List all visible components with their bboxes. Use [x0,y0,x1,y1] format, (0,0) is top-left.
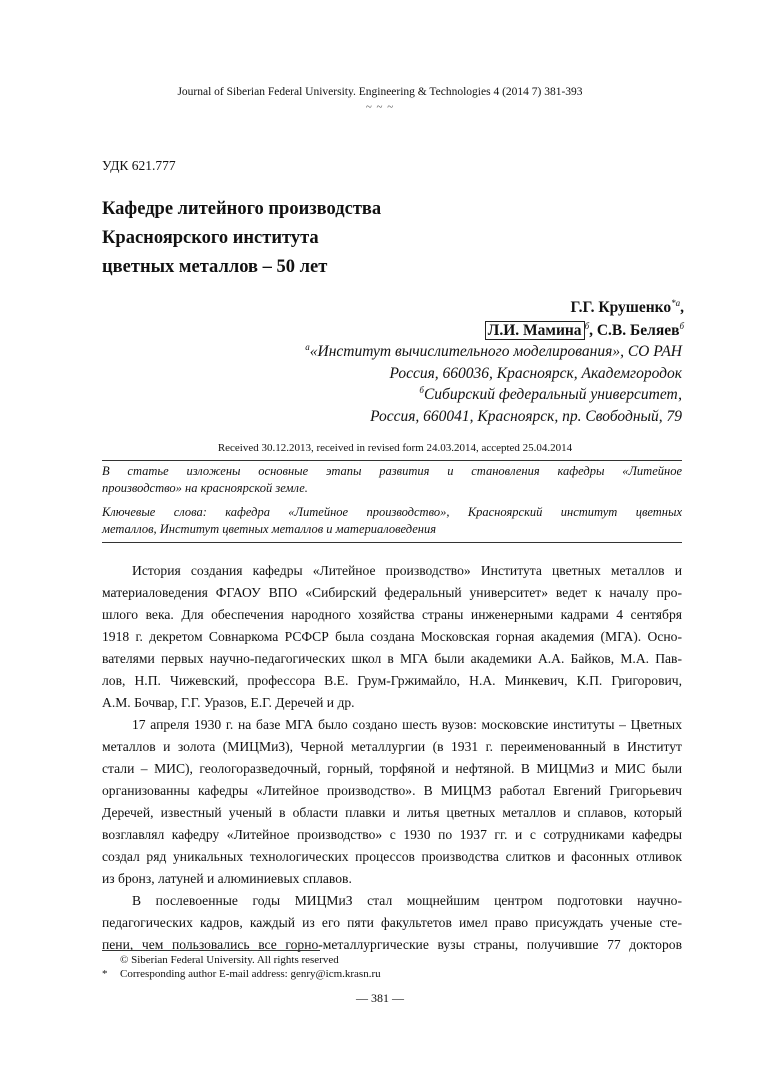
article-body [102,560,682,956]
body-line: 1918 г. декретом Совнаркома РСФСР была создана Московская горная академия (МГА). Осно- [102,629,682,644]
footnote-corresponding [102,967,381,981]
abstract-line: производство» на красноярской земле. [102,481,308,495]
body-line: 17 апреля 1930 г. на базе МГА было создано шесть вузов: московские институты – Цветных [132,717,682,732]
title-line: Красноярского института [102,228,319,248]
body-line: шлого века. Для обеспечения народного хозяйства страны инженерными кадрами 4 сентября [102,607,682,622]
author-superscript: б [584,320,590,331]
affiliation-line: $^б$Сибирский федеральный университет, [419,384,682,403]
affiliation-superscript: б [419,384,424,395]
body-line: В послевоенные годы МИЦМиЗ стал мощнейшим центром подготовки научно- [132,893,682,908]
author-name-boxed: Л.И. Мамина [485,321,585,340]
affiliation-line: Россия, 660041, Красноярск, пр. Свободный, 79 [370,407,682,425]
received-dates: Received 30.12.2013, received in revised form 24.03.2014, accepted 25.04.2014 [217,442,573,454]
corresponding-email-text: Corresponding author E-mail address: genry@icm.krasn.ru [120,968,381,980]
body-line: педагогических кадров, каждый из его пяти факультетов имел право присуждать ученые сте- [102,915,682,930]
abstract-line: В статье изложены основные этапы развития и становления кафедры «Литейное [102,464,682,478]
body-line: организованны кафедры «Литейное производство». В МИЦМЗ работал Евгений Григорьевич [102,783,682,798]
body-line: из бронз, латуней и алюминиевых сплавов. [102,871,352,886]
body-line: стали – МИС), геологоразведочный, горный, торфяной и нефтяной. В МИЦМиЗ и МИС были [102,761,682,776]
author-name: Г.Г. Крушенко [570,299,672,316]
abstract-top-rule [102,460,682,461]
footnote-star: * [102,968,108,980]
footnote-copyright: © Siberian Federal University. All rights reserved [120,954,339,966]
affiliation-line: $^а$«Институт вычислительного моделирования», СО РАН [305,341,682,360]
footnote-rule [102,950,320,951]
author-list [485,296,684,342]
title-line: Кафедре литейного производства [102,199,382,219]
abstract [102,463,682,497]
journal-header: Journal of Siberian Federal University. Engineering & Technologies 4 (2014 7) 381-393 [177,86,583,98]
author-superscript: б [679,320,684,331]
body-line: создал ряд уникальных технологических процессов производства слитков и фасонных отливок [102,849,682,864]
keywords [102,504,682,538]
title-line: цветных металлов – 50 лет [102,257,328,277]
keywords-line: Ключевые слова: кафедра «Литейное производство», Красноярский институт цветных [102,505,682,519]
body-line: металлов и золота (МИЦМиЗ), Черной металлургии (в 1931 г. переименованный в Институт [102,739,682,754]
abstract-bottom-rule [102,542,682,543]
udk-code: УДК 621.777 [102,158,176,173]
article-title [102,195,381,282]
body-line: Деречей, известный ученый в области плавки и литья цветных металлов и сплавов, который [102,805,682,820]
affiliation-line: Россия, 660036, Красноярск, Академгородок [389,364,682,382]
body-line: А.М. Бочвар, Г.Г. Уразов, Е.Г. Деречей и др. [102,695,355,710]
author-name: С.В. Беляев [596,322,680,339]
body-line: вателями первых научно-педагогических школ в МГА были академики А.А. Байков, М.А. Пав- [102,651,682,666]
page-number: — 381 — [356,991,404,1005]
body-line: возглавлял кафедру «Литейное производство» с 1930 по 1937 гг. и с сотрудниками кафедры [102,827,682,842]
author-line-2: Л.И. Мамина $^б$, С.В. Беляев$^б$ [485,319,684,342]
body-line: пени, чем пользовались все горно-металлургические вузы страны, получившие 77 докторов [102,937,682,952]
affiliation-superscript: а [305,341,310,352]
keywords-line: металлов, Институт цветных металлов и материаловедения [102,522,437,536]
body-line: История создания кафедры «Литейное производство» Института цветных металлов и [132,563,682,578]
author-superscript: *а [671,297,681,308]
header-separator: ~ ~ ~ [365,101,395,113]
affiliations [305,341,682,427]
body-line: материаловедения ФГАОУ ВПО «Сибирский федеральный университет» ведет к началу про- [102,585,682,600]
author-line-1: Г.Г. Крушенко$^{*а}$, [570,297,684,316]
body-line: лов, Н.П. Чижевский, профессора В.Е. Грум-Гржимайло, Н.А. Минкевич, К.П. Григорович, [102,673,682,688]
